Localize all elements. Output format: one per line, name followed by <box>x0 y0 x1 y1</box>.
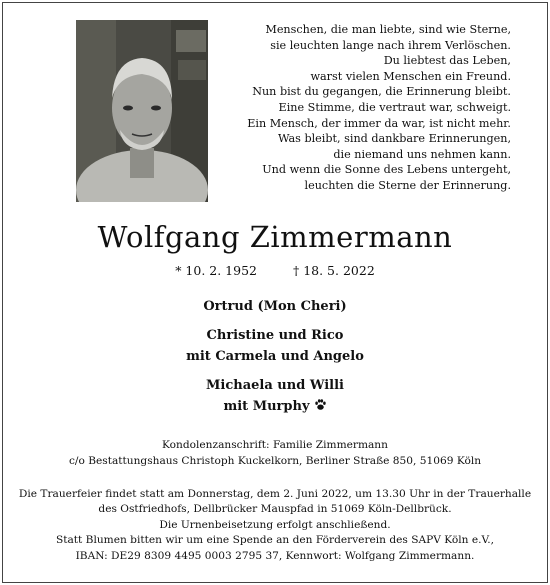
life-dates <box>0 263 550 278</box>
condolence-address <box>0 437 550 469</box>
poem-line: Und wenn die Sonne des Lebens untergeht, <box>262 163 511 177</box>
info-line: IBAN: DE29 8309 4495 0003 2795 37, Kennwort: Wolfgang Zimmermann. <box>75 549 475 562</box>
portrait-photo <box>76 20 208 202</box>
poem-line: Nun bist du gegangen, die Erinnerung bleibt. <box>252 85 511 99</box>
mourner-name: Christine und Rico <box>206 328 344 343</box>
deceased-name: Wolfgang Zimmermann <box>97 220 453 254</box>
birth-date: * 10. 2. 1952 <box>175 263 257 278</box>
poem-line: Du liebtest das Leben, <box>383 54 511 68</box>
address-line: c/o Bestattungshaus Christoph Kuckelkorn, Berliner Straße 850, 51069 Köln <box>68 455 482 467</box>
poem-line: sie leuchten lange nach ihrem Verlöschen. <box>270 38 511 52</box>
memorial-poem <box>211 22 511 194</box>
info-line: Statt Blumen bitten wir um eine Spende an den Förderverein des SAPV Köln e.V., <box>55 534 495 547</box>
mourner-name: Ortrud (Mon Cheri) <box>203 299 347 314</box>
poem-line: warst vielen Menschen ein Freund. <box>310 69 511 83</box>
poem-line: leuchten die Sterne der Erinnerung. <box>304 178 511 192</box>
poem-line: Eine Stimme, die vertraut war, schweigt. <box>278 100 511 114</box>
mourner-group <box>0 296 550 317</box>
info-line: des Ostfriedhofs, Dellbrücker Mauspfad in 51069 Köln-Dellbrück. <box>98 503 452 516</box>
poem-line: Ein Mensch, der immer da war, ist nicht mehr. <box>247 116 511 130</box>
info-line: Die Trauerfeier findet statt am Donnerstag, dem 2. Juni 2022, um 13.30 Uhr in der Trauerhalle <box>18 488 532 500</box>
address-line: Kondolenzanschrift: Familie Zimmermann <box>162 439 388 451</box>
mourner-group <box>0 375 550 417</box>
mourner-name: mit Carmela und Angelo <box>186 349 364 364</box>
mourner-group <box>0 325 550 367</box>
mourner-name-line <box>0 396 550 417</box>
funeral-info <box>0 487 550 564</box>
poem-line: die niemand uns nehmen kann. <box>333 147 511 161</box>
paw-print-icon <box>314 398 327 411</box>
poem-line: Was bleibt, sind dankbare Erinnerungen, <box>277 132 511 146</box>
info-line: Die Urnenbeisetzung erfolgt anschließend. <box>159 518 391 531</box>
mourner-name: Michaela und Willi <box>206 378 344 393</box>
mourner-name: mit Murphy <box>223 399 310 414</box>
poem-line: Menschen, die man liebte, sind wie Sterne, <box>265 23 511 36</box>
mourners-list <box>0 296 550 425</box>
death-date: † 18. 5. 2022 <box>292 263 375 278</box>
